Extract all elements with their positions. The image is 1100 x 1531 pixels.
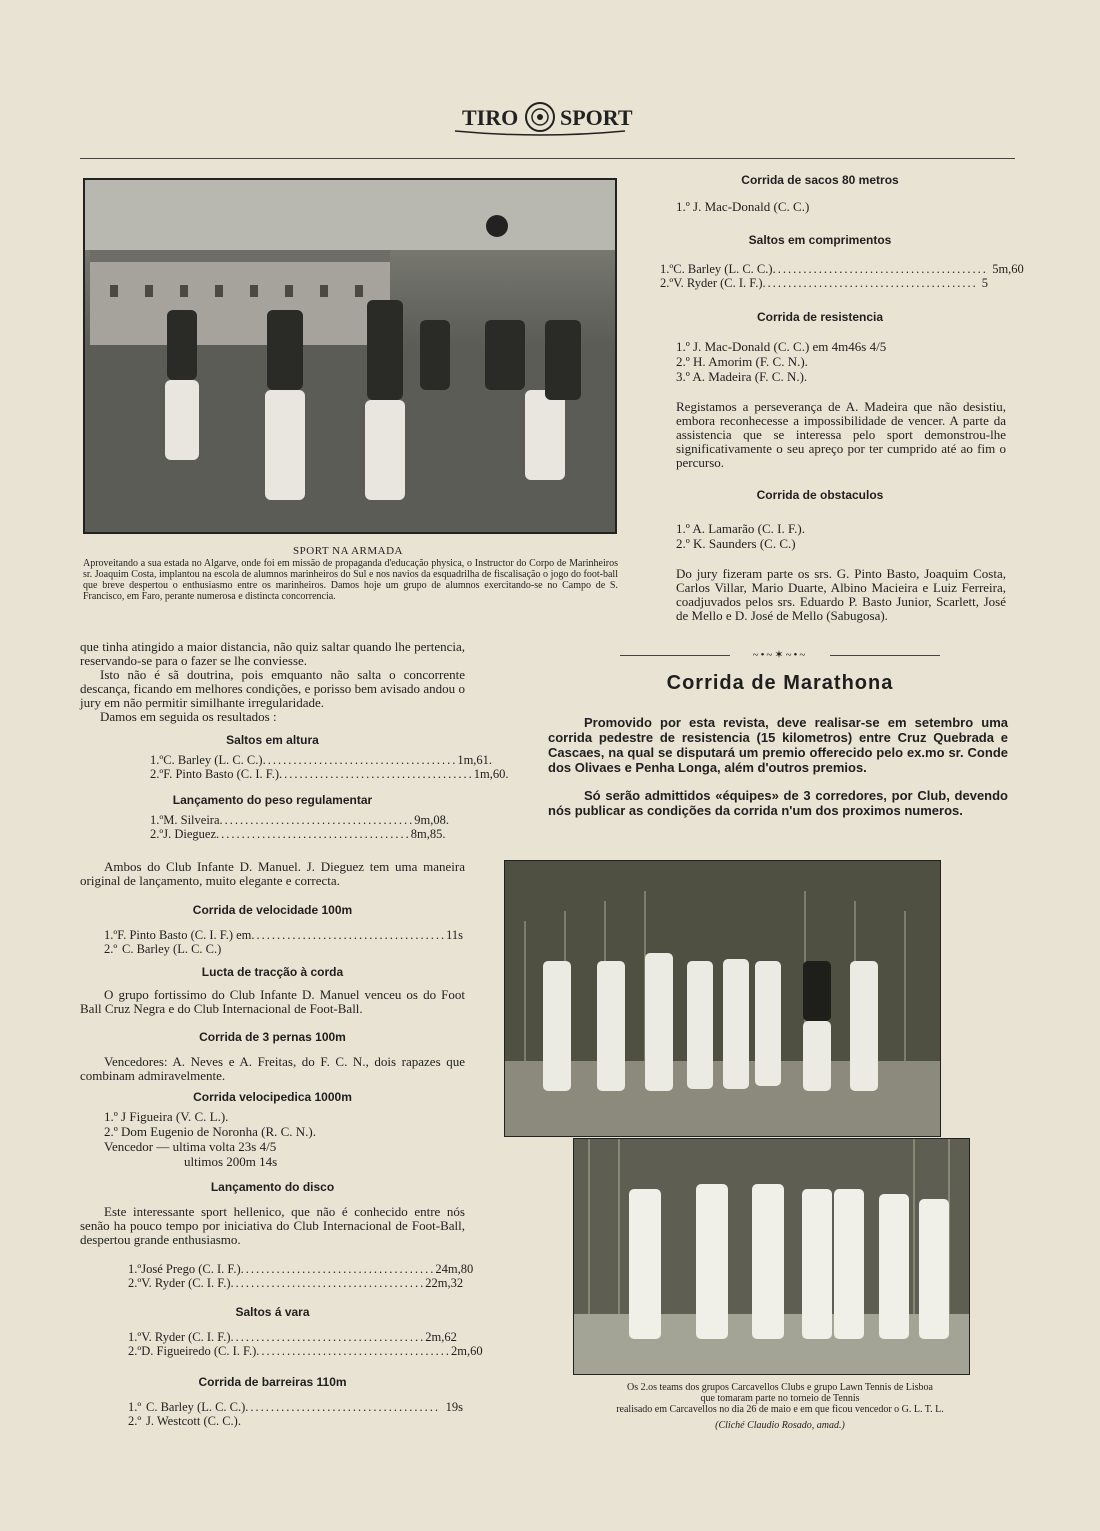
sacos-line1: 1.º J. Mac-Donald (C. C.)	[676, 199, 810, 214]
heading-vara: Saltos á vara	[235, 1305, 310, 1319]
left-intro: que tinha atingido a maior distancia, não quiz saltar quando lhe pertencia, reservando-se para o fazer se lhe conviesse.	[80, 639, 465, 668]
result-row: 1.º C. Barley (L. C. C.) .......................................... 5m,60	[660, 262, 1024, 276]
photo-football-sailors	[83, 178, 617, 534]
left-p3: Damos em seguida os resultados :	[100, 709, 277, 724]
obst-line2: 2.º K. Saunders (C. C.)	[676, 536, 796, 551]
marathon-p2: Só serão admittidos «équipes» de 3 corredores, por Club, devendo nós publicar as condições da corrida n'um dos proximos numeros.	[548, 788, 1008, 818]
result-row: 2.º J. Dieguez ...................................... 8m,85.	[150, 827, 446, 841]
masthead-logo	[440, 95, 640, 139]
divider-right	[830, 655, 940, 656]
marathon-title: Corrida de Marathona	[666, 672, 894, 694]
logo-sport: SPORT	[560, 105, 633, 130]
heading-disco: Lançamento do disco	[210, 1180, 335, 1194]
heading-barreiras: Corrida de barreiras 110m	[198, 1375, 347, 1389]
resist-line3: 3.º A. Madeira (F. C. N.).	[676, 369, 808, 384]
veloci-line2: 2.º Dom Eugenio de Noronha (R. C. N.).	[104, 1124, 316, 1139]
result-row: 2.º V. Ryder (C. I. F.) .......................................... 5	[660, 276, 989, 290]
result-row: 1.º C. Barley (L. C. C.) ...................................... 19s	[128, 1400, 463, 1414]
right-registamos: Registamos a perseverança de A. Madeira que não desistiu, embora reconhecesse a impossibilidade de vencer. A parte da assistencia que se interessa pelo sport demonstrou-lhe significativamente o seu apreço por ter cumprido até ao fim o percurso.	[676, 399, 1006, 470]
result-row: 2.º F. Pinto Basto (C. I. F.) ...................................... 1m,60.	[150, 767, 509, 781]
resist-line1: 1.º J. Mac-Donald (C. C.) em 4m46s 4/5	[676, 339, 887, 354]
photo2-caption-2: que tomaram parte no torneio de Tennis	[700, 1393, 860, 1404]
heading-lucta: Lucta de tracção à corda	[201, 965, 344, 979]
photo2-credit: (Cliché Claudio Rosado, amad.)	[715, 1420, 845, 1431]
divider-left	[620, 655, 730, 656]
heading-saltos-altura: Saltos em altura	[226, 733, 319, 747]
veloci-line3: Vencedor — ultima volta 23s 4/5	[104, 1139, 277, 1154]
heading-velocidade: Corrida de velocidade 100m	[192, 903, 353, 917]
result-row: 1.º C. Barley (L. C. C.) ...................................... 1m,61.	[150, 753, 493, 767]
left-ambos: Ambos do Club Infante D. Manuel. J. Dieguez tem uma maneira original de lançamento, muito elegante e correcta.	[80, 859, 465, 888]
header-rule	[80, 158, 1015, 159]
result-row: 1.º F. Pinto Basto (C. I. F.) em ...................................... 11s	[104, 928, 464, 942]
result-row: 1.º M. Silveira ...................................... 9m,08.	[150, 813, 449, 827]
heading-3pernas: Corrida de 3 pernas 100m	[199, 1030, 346, 1044]
photo-tennis-team-2	[573, 1138, 970, 1375]
result-row: 2.º D. Figueiredo (C. I. F.) ...................................... 2m,60	[128, 1344, 483, 1358]
left-3pernas: Vencedores: A. Neves e A. Freitas, do F. C. N., dois rapazes que combinam admiravelmente.	[80, 1054, 465, 1083]
logo-tiro: TIRO	[462, 105, 519, 130]
result-row: 2.º C. Barley (L. C. C.)	[104, 942, 222, 956]
photo1-caption: Aproveitando a sua estada no Algarve, onde foi em missão de propaganda d'educação physica, o Instructor do Corpo de Marinheiros sr. Joaquim Costa, implantou na escola de alumnos marinheiros do Sul e nos navios da esquadrilha de fiscalisação o jogo do foot-ball que breve despertou o enthusiasmo entre os marinheiros. Damos hoje um grupo de alumnos exercitando-se no Campo de S. Francisco, em Faro, perante numerosa e distincta concorrencia.	[83, 558, 618, 602]
heading-velocipedica: Corrida velocipedica 1000m	[193, 1090, 352, 1104]
photo2-caption-3: realisado em Carcavellos no dia 26 de maio e em que ficou vencedor o G. L. T. L.	[616, 1404, 944, 1415]
left-lucta: O grupo fortissimo do Club Infante D. Manuel venceu os do Foot Ball Cruz Negra e do Club Internacional de Foot-Ball.	[80, 987, 465, 1016]
right-jury: Do jury fizeram parte os srs. G. Pinto Basto, Joaquim Costa, Carlos Villar, Mario Duarte, Albino Macieira e Luiz Ferreira, coadjuvados pelos srs. Eduardo P. Basto Junior, Scarlett, José de Mello e D. José de Mello (Sabugosa).	[676, 566, 1006, 623]
result-row: 1.º V. Ryder (C. I. F.) ...................................... 2m,62	[128, 1330, 457, 1344]
result-row: 2.º V. Ryder (C. I. F.) ...................................... 22m,32	[128, 1276, 464, 1290]
veloci-line4: ultimos 200m 14s	[184, 1154, 278, 1169]
obst-line1: 1.º A. Lamarão (C. I. F.).	[676, 521, 805, 536]
ornament: ~•~✶~•~	[752, 649, 808, 661]
resist-line2: 2.º H. Amorim (F. C. N.).	[676, 354, 808, 369]
result-row: 2.º J. Westcott (C. C.).	[128, 1414, 241, 1428]
heading-peso: Lançamento do peso regulamentar	[172, 793, 373, 807]
heading-resistencia: Corrida de resistencia	[756, 310, 884, 324]
heading-sacos: Corrida de sacos 80 metros	[741, 173, 899, 187]
left-p2: Isto não é sã doutrina, pois emquanto não salta o concorrente descança, ficando em melhores condições, e porisso bem avisado andou o jury em não permitir similhante irregularidade.	[80, 667, 465, 710]
marathon-p1: Promovido por esta revista, deve realisar-se em setembro uma corrida pedestre de resistencia (15 kilometros) entre Cruz Quebrada e Cascaes, na qual se disputará um premio offerecido pelo ex.mo sr. Conde dos Olivaes e Penha Longa, além d'outros premios.	[548, 715, 1008, 775]
heading-comprimentos: Saltos em comprimentos	[748, 233, 892, 247]
left-disco: Este interessante sport hellenico, que não é conhecido entre nós senão ha pouco tempo por iniciativa do Club Internacional de Foot-Ball, despertou grande enthusiasmo.	[80, 1204, 465, 1247]
veloci-line1: 1.º J Figueira (V. C. L.).	[104, 1109, 229, 1124]
heading-obstaculos: Corrida de obstaculos	[756, 488, 884, 502]
result-row: 1.º José Prego (C. I. F.) ...................................... 24m,80	[128, 1262, 474, 1276]
photo1-title: SPORT NA ARMADA	[293, 545, 403, 557]
photo-tennis-team-1	[504, 860, 941, 1137]
photo2-caption-1: Os 2.os teams dos grupos Carcavellos Clubs e grupo Lawn Tennis de Lisboa	[626, 1382, 933, 1393]
